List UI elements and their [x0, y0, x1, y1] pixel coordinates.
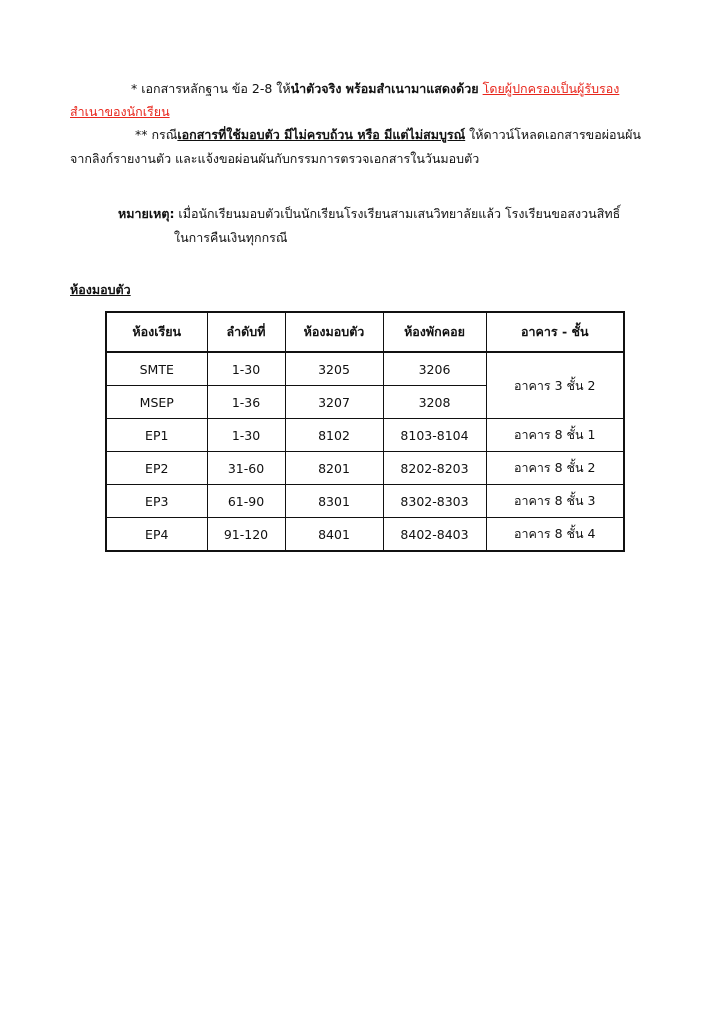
cell-building: อาคาร 8 ชั้น 4 [486, 518, 624, 552]
table-row [106, 452, 624, 485]
note-line-1-prefix: * เอกสารหลักฐาน ข้อ 2-8 ให้ [131, 81, 291, 96]
cell-class: SMTE [106, 352, 207, 386]
cell-class: EP3 [106, 485, 207, 518]
table-row [106, 419, 624, 452]
remark-line-1 [118, 205, 620, 223]
header-order: ลำดับที่ [207, 312, 285, 352]
cell-order: 91-120 [207, 518, 285, 552]
note-line-4 [70, 150, 479, 168]
header-building: อาคาร - ชั้น [486, 312, 624, 352]
remark-label: หมายเหตุ: [118, 206, 175, 221]
note-line-3-suffix: ให้ดาวน์โหลดเอกสารขอผ่อนผัน [465, 127, 641, 142]
note-line-1-red: โดยผู้ปกครองเป็นผู้รับรอง [482, 81, 620, 96]
cell-class: EP2 [106, 452, 207, 485]
table-row [106, 352, 624, 386]
table-row [106, 485, 624, 518]
cell-report-room: 8201 [285, 452, 383, 485]
header-report-room: ห้องมอบตัว [285, 312, 383, 352]
cell-waiting-room: 8302-8303 [383, 485, 486, 518]
note-line-3 [135, 126, 641, 144]
cell-waiting-room: 8103-8104 [383, 419, 486, 452]
note-line-1 [131, 80, 619, 98]
remark-line-2 [174, 229, 287, 247]
cell-building: อาคาร 3 ชั้น 2 [486, 352, 624, 419]
cell-waiting-room: 3208 [383, 386, 486, 419]
note-line-2-red: สำเนาของนักเรียน [70, 104, 170, 119]
note-line-4-text: จากลิงก์รายงานตัว และแจ้งขอผ่อนผันกับกรรมการตรวจเอกสารในวันมอบตัว [70, 151, 480, 166]
cell-order: 1-30 [207, 419, 285, 452]
cell-class: MSEP [106, 386, 207, 419]
note-line-3-prefix: ** กรณี [135, 127, 178, 142]
cell-class: EP4 [106, 518, 207, 552]
remark-text-2: ในการคืนเงินทุกกรณี [174, 230, 288, 245]
cell-order: 31-60 [207, 452, 285, 485]
remark-text: เมื่อนักเรียนมอบตัวเป็นนักเรียนโรงเรียนสามเสนวิทยาลัยแล้ว โรงเรียนขอสงวนสิทธิ์ [174, 206, 621, 221]
cell-report-room: 8102 [285, 419, 383, 452]
note-line-1-bold: นำตัวจริง พร้อมสำเนามาแสดงด้วย [290, 81, 479, 96]
note-line-3-bold: เอกสารที่ใช้มอบตัว มีไม่ครบถ้วน หรือ มีแต่ไม่สมบูรณ์ [177, 127, 466, 142]
header-class: ห้องเรียน [106, 312, 207, 352]
header-waiting-room: ห้องพักคอย [383, 312, 486, 352]
cell-report-room: 8301 [285, 485, 383, 518]
cell-order: 1-30 [207, 352, 285, 386]
cell-building: อาคาร 8 ชั้น 1 [486, 419, 624, 452]
table-header-row [106, 312, 624, 352]
table-row [106, 518, 624, 552]
cell-building: อาคาร 8 ชั้น 2 [486, 452, 624, 485]
cell-waiting-room: 8402-8403 [383, 518, 486, 552]
cell-waiting-room: 3206 [383, 352, 486, 386]
section-title: ห้องมอบตัว [70, 282, 131, 297]
note-line-2 [70, 103, 170, 121]
cell-building: อาคาร 8 ชั้น 3 [486, 485, 624, 518]
cell-waiting-room: 8202-8203 [383, 452, 486, 485]
cell-class: EP1 [106, 419, 207, 452]
cell-report-room: 3207 [285, 386, 383, 419]
cell-order: 61-90 [207, 485, 285, 518]
cell-report-room: 3205 [285, 352, 383, 386]
cell-report-room: 8401 [285, 518, 383, 552]
rooms-table [105, 311, 625, 552]
cell-order: 1-36 [207, 386, 285, 419]
